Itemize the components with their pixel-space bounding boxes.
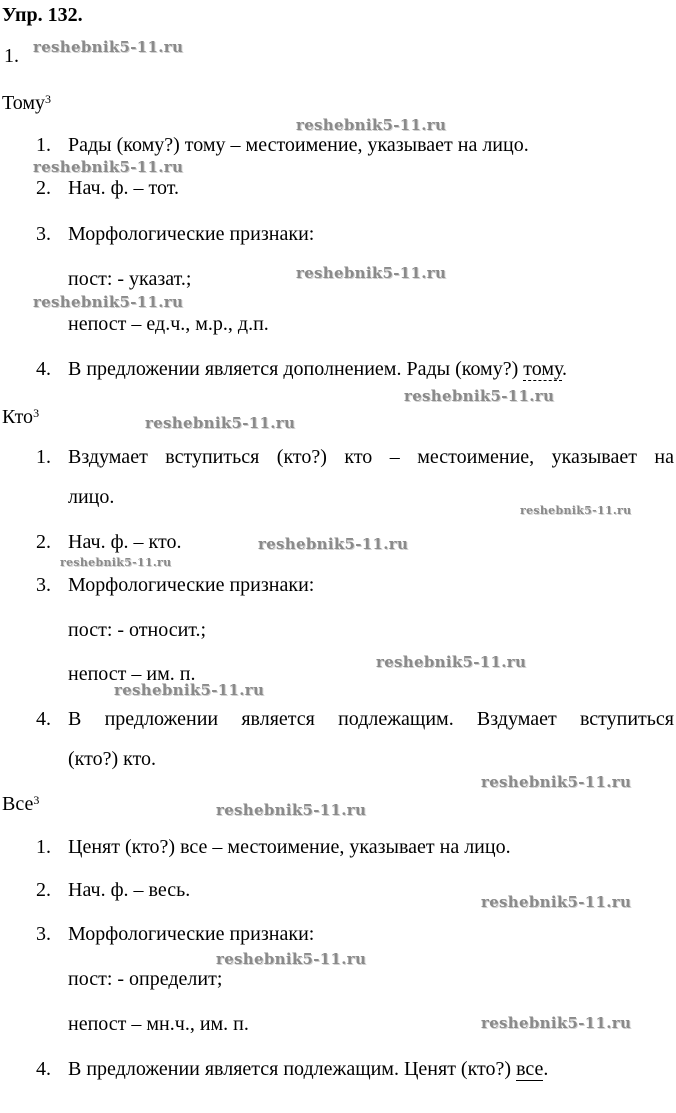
highlighted-word: все bbox=[516, 1058, 544, 1080]
list-item-text: Нач. ф. – кто. bbox=[68, 531, 182, 553]
list-item: 3. bbox=[36, 223, 51, 245]
list-item: 2. bbox=[36, 531, 51, 553]
watermark: reshebnik5-11.ru bbox=[481, 1014, 632, 1032]
word-text: Все bbox=[2, 793, 34, 815]
list-item: 4. bbox=[36, 1058, 51, 1080]
list-item: 4. bbox=[36, 708, 51, 730]
watermark: reshebnik5-11.ru bbox=[376, 653, 527, 671]
variable-features: непост – мн.ч., им. п. bbox=[68, 1013, 249, 1035]
list-item-text: Нач. ф. – тот. bbox=[68, 177, 179, 199]
word-heading-kto bbox=[2, 405, 39, 429]
watermark: reshebnik5-11.ru bbox=[33, 158, 184, 176]
watermark: reshebnik5-11.ru bbox=[296, 264, 447, 282]
list-item: 2. bbox=[36, 879, 51, 901]
list-item: 1. bbox=[36, 134, 51, 156]
list-item-text: Морфологические признаки: bbox=[68, 574, 315, 596]
watermark: reshebnik5-11.ru bbox=[258, 535, 409, 553]
watermark: reshebnik5-11.ru bbox=[33, 293, 184, 311]
word-heading-vse bbox=[2, 792, 39, 816]
watermark: reshebnik5-11.ru bbox=[60, 556, 172, 569]
watermark: reshebnik5-11.ru bbox=[114, 681, 265, 699]
constant-features: пост: - определит; bbox=[68, 968, 223, 990]
word-sup: 3 bbox=[45, 92, 51, 106]
list-item-text-cont: (кто?) кто. bbox=[68, 748, 157, 770]
list-item-text: Морфологические признаки: bbox=[68, 923, 315, 945]
exercise-title: Упр. 132. bbox=[2, 4, 83, 26]
word-heading-tomu bbox=[2, 91, 51, 115]
list-item-text: Морфологические признаки: bbox=[68, 223, 315, 245]
list-item: 3. bbox=[36, 574, 51, 596]
list-item-text: Рады (кому?) тому – местоимение, указывает на лицо. bbox=[68, 134, 529, 156]
watermark: reshebnik5-11.ru bbox=[520, 504, 632, 517]
watermark: reshebnik5-11.ru bbox=[216, 801, 367, 819]
watermark: reshebnik5-11.ru bbox=[145, 414, 296, 432]
constant-features: пост: - относит.; bbox=[68, 619, 207, 641]
watermark: reshebnik5-11.ru bbox=[481, 893, 632, 911]
constant-features: пост: - указат.; bbox=[68, 268, 192, 290]
list-item-text: В предложении является дополнением. Рады (кому?) тому. bbox=[68, 358, 568, 380]
list-item: 1. bbox=[36, 446, 51, 468]
list-item-text: В предложении является подлежащим. Ценят (кто?) все. bbox=[68, 1058, 549, 1080]
watermark: reshebnik5-11.ru bbox=[404, 387, 555, 405]
watermark: reshebnik5-11.ru bbox=[481, 773, 632, 791]
word-sup: 3 bbox=[33, 406, 40, 420]
list-item: 4. bbox=[36, 358, 51, 380]
list-item: 3. bbox=[36, 923, 51, 945]
part-number: 1. bbox=[4, 45, 19, 67]
word-sup: 3 bbox=[33, 793, 40, 807]
list-item-text: Вздумает вступиться (кто?) кто – местоимение, указывает на bbox=[68, 446, 674, 468]
variable-features: непост – им. п. bbox=[68, 663, 196, 685]
word-text: Кто bbox=[2, 406, 34, 428]
list-item-text-cont: лицо. bbox=[68, 486, 115, 508]
list-item-text: Ценят (кто?) все – местоимение, указывает на лицо. bbox=[68, 836, 511, 858]
variable-features: непост – ед.ч., м.р., д.п. bbox=[68, 313, 269, 335]
word-text: Тому bbox=[2, 92, 45, 114]
list-item: 1. bbox=[36, 836, 51, 858]
list-item: 2. bbox=[36, 177, 51, 199]
watermark: reshebnik5-11.ru bbox=[296, 116, 447, 134]
list-item-text: Нач. ф. – весь. bbox=[68, 879, 191, 901]
watermark: reshebnik5-11.ru bbox=[216, 950, 367, 968]
list-item-text: В предложении является подлежащим. Вздумает вступиться bbox=[68, 708, 674, 730]
watermark: reshebnik5-11.ru bbox=[33, 38, 184, 56]
highlighted-word: тому bbox=[523, 358, 563, 380]
